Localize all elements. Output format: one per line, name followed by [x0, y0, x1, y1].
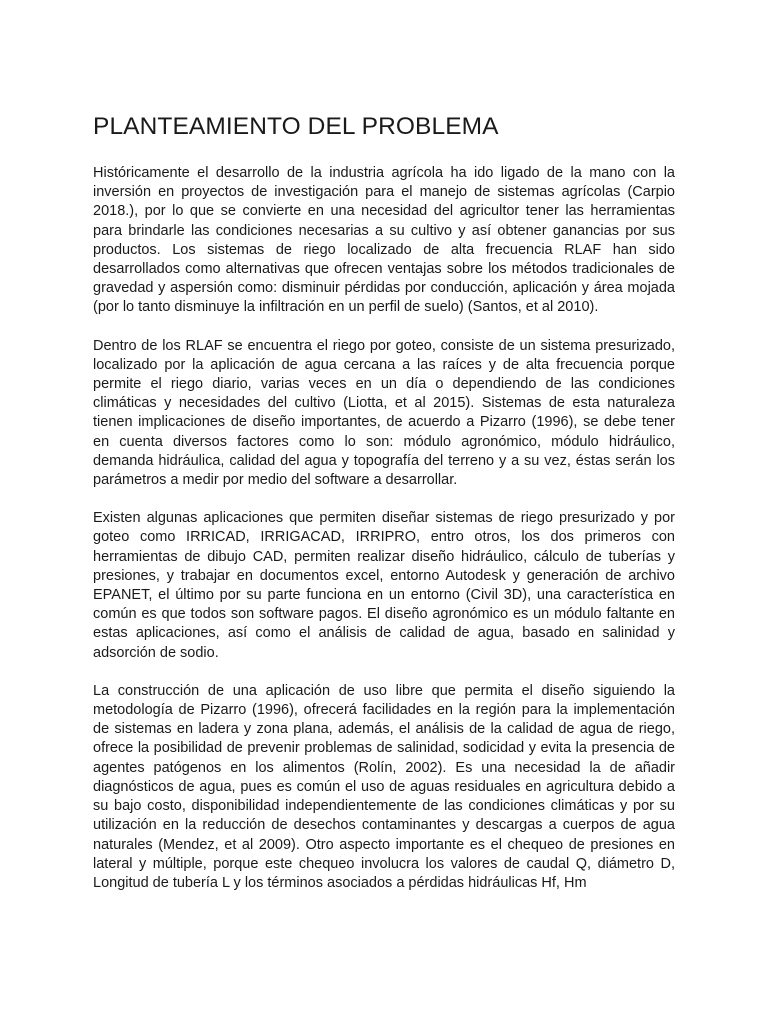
page-title: PLANTEAMIENTO DEL PROBLEMA	[93, 113, 499, 140]
paragraph-2: Dentro de los RLAF se encuentra el riego por goteo, consiste de un sistema presurizado, localizado por la aplicación de agua cercana a las raíces y de alta frecuencia porque permite el riego diario, varias veces en un día o dependiendo de las condiciones climáticas y necesidades del cultivo (Liotta, et al 2015). Sistemas de esta naturaleza tienen implicaciones de diseño importantes, de acuerdo a Pizarro (1996), se debe tener en cuenta diversos factores como lo son: módulo agronómico, módulo hidráulico, demanda hidráulica, calidad del agua y topografía del terreno y a su vez, éstas serán los parámetros a medir por medio del software a desarrollar.	[93, 337, 675, 489]
document-body	[93, 112, 675, 912]
paragraph-4: La construcción de una aplicación de uso libre que permita el diseño siguiendo la metodología de Pizarro (1996), ofrecerá facilidades en la región para la implementación de sistemas en ladera y zona plana, además, el análisis de la calidad de agua de riego, ofrece la posibilidad de prevenir problemas de salinidad, sodicidad y evita la presencia de agentes patógenos en los alimentos (Rolín, 2002). Es una necesidad la de añadir diagnósticos de agua, pues es común el uso de aguas residuales en agricultura debido a su bajo costo, disponibilidad independientemente de las condiciones climáticas y por su utilización en la reducción de desechos contaminantes y descargas a cuerpos de agua naturales (Mendez, et al 2009). Otro aspecto importante es el chequeo de presiones en lateral y múltiple, porque este chequeo involucra los valores de caudal Q, diámetro D, Longitud de tubería L y los términos asociados a pérdidas hidráulicas Hf, Hm	[93, 682, 675, 891]
paragraph-1: Históricamente el desarrollo de la industria agrícola ha ido ligado de la mano con la inversión en proyectos de investigación para el manejo de sistemas agrícolas (Carpio 2018.), por lo que se convierte en una necesidad del agricultor tener las herramientas para brindarle las condiciones necesarias a su cultivo y así obtener ganancias por sus productos. Los sistemas de riego localizado de alta frecuencia RLAF han sido desarrollados como alternativas que ofrecen ventajas sobre los métodos tradicionales de gravedad y aspersión como: disminuir pérdidas por conducción, aplicación y área mojada (por lo tanto disminuye la infiltración en un perfil de suelo) (Santos, et al 2010).	[93, 165, 675, 316]
paragraph-3: Existen algunas aplicaciones que permiten diseñar sistemas de riego presurizado y por goteo como IRRICAD, IRRIGACAD, IRRIPRO, entro otros, los dos primeros con herramientas de dibujo CAD, permiten realizar diseño hidráulico, cálculo de tuberías y presiones, y trabajar en documentos excel, entorno Autodesk y generación de archivo EPANET, el último por su parte funciona en un entorno (Civil 3D), una característica en común es que todos son software pagos. El diseño agronómico es un módulo faltante en estas aplicaciones, así como el análisis de calidad de agua, basado en salinidad y adsorción de sodio.	[93, 510, 675, 661]
